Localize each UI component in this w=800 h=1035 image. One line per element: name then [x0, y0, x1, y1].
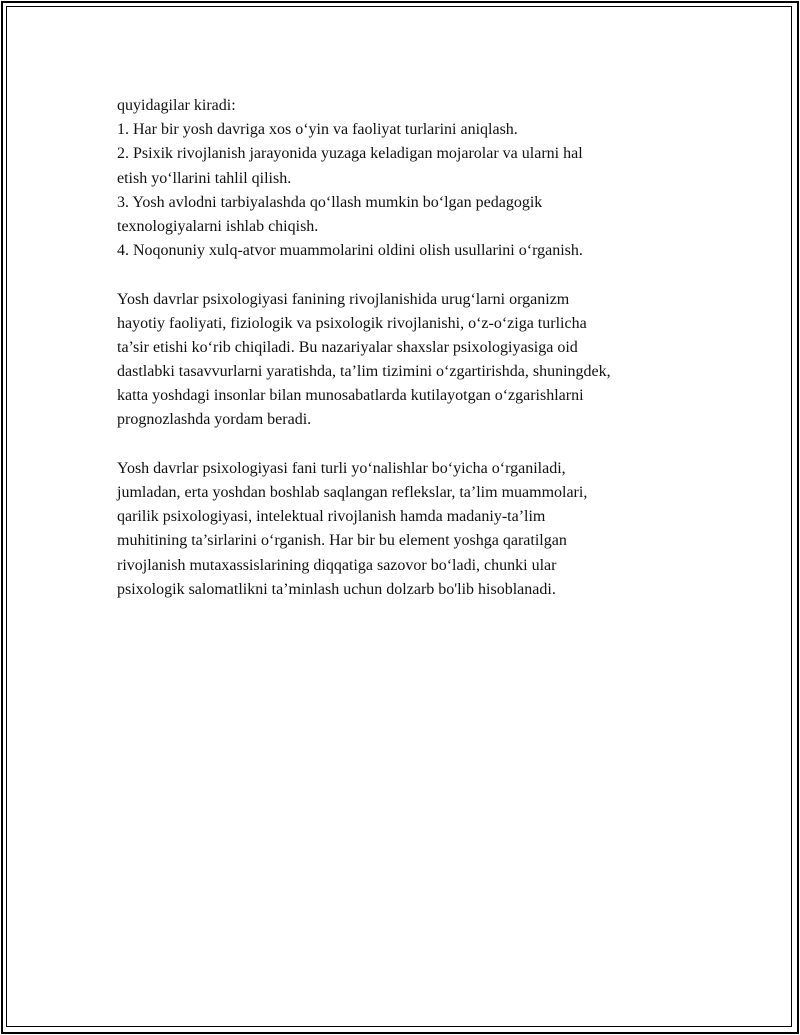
paragraph-line: rivojlanish mutaxassislarining diqqatiga sazovor bo‘ladi, chunki ular — [117, 556, 557, 574]
paragraph-line: Yosh davrlar psixologiyasi fanining rivojlanishida urug‘larni organizm — [117, 290, 570, 308]
paragraph-spacer — [117, 263, 697, 287]
paragraph-line: jumladan, erta yoshdan boshlab saqlangan reflekslar, ta’lim muammolari, — [117, 484, 588, 501]
paragraph-line: ta’sir etishi ko‘rib chiqiladi. Bu nazariyalar shaxslar psixologiyasiga oid — [117, 338, 578, 356]
list-item-text: 1. Har bir yosh davriga xos o‘yin va faoliyat turlarini aniqlash. — [117, 121, 518, 139]
paragraph-line: hayotiy faoliyati, fiziologik va psixologik rivojlanishi, o‘z-o‘ziga turlicha — [117, 314, 587, 332]
paragraph-1 — [117, 288, 697, 433]
list-item-text: 4. Noqonuniy xulq-atvor muammolarini oldini olish usullarini o‘rganish. — [117, 242, 583, 260]
list-item-4 — [117, 239, 697, 263]
list-item-2 — [117, 142, 697, 190]
list-item-text: 3. Yosh avlodni tarbiyalashda qo‘llash mumkin bo‘lgan pedagogik — [117, 193, 543, 211]
list-item-1 — [117, 118, 697, 142]
paragraph-line: qarilik psixologiyasi, intelektual rivojlanish hamda madaniy-ta’lim — [117, 508, 546, 526]
paragraph-line: prognozlashda yordam beradi. — [117, 411, 312, 429]
list-item-3 — [117, 191, 697, 239]
paragraph-spacer — [117, 433, 697, 457]
list-item-text: 2. Psixik rivojlanish jarayonida yuzaga keladigan mojarolar va ularni hal — [117, 145, 583, 163]
paragraph-line: psixologik salomatlikni ta’minlash uchun dolzarb bo'lib hisoblanadi. — [117, 580, 556, 598]
list-item-text: texnologiyalarni ishlab chiqish. — [117, 217, 319, 235]
intro-line: quyidagilar kiradi: — [117, 97, 236, 114]
task-list — [117, 118, 697, 263]
list-item-text: etish yo‘llarini tahlil qilish. — [117, 169, 292, 187]
paragraph-line: dastlabki tasavvurlarni yaratishda, ta’lim tizimini o‘zgartirishda, shuningdek, — [117, 363, 611, 381]
paragraph-line: katta yoshdagi insonlar bilan munosabatlarda kutilayotgan o‘zgarishlarni — [117, 387, 584, 405]
document-body — [117, 94, 697, 602]
paragraph-line: muhitining ta’sirlarini o‘rganish. Har bir bu element yoshga qaratilgan — [117, 532, 567, 550]
paragraph-2 — [117, 457, 697, 602]
paragraph-line: Yosh davrlar psixologiyasi fani turli yo‘nalishlar bo‘yicha o‘rganiladi, — [117, 459, 566, 477]
